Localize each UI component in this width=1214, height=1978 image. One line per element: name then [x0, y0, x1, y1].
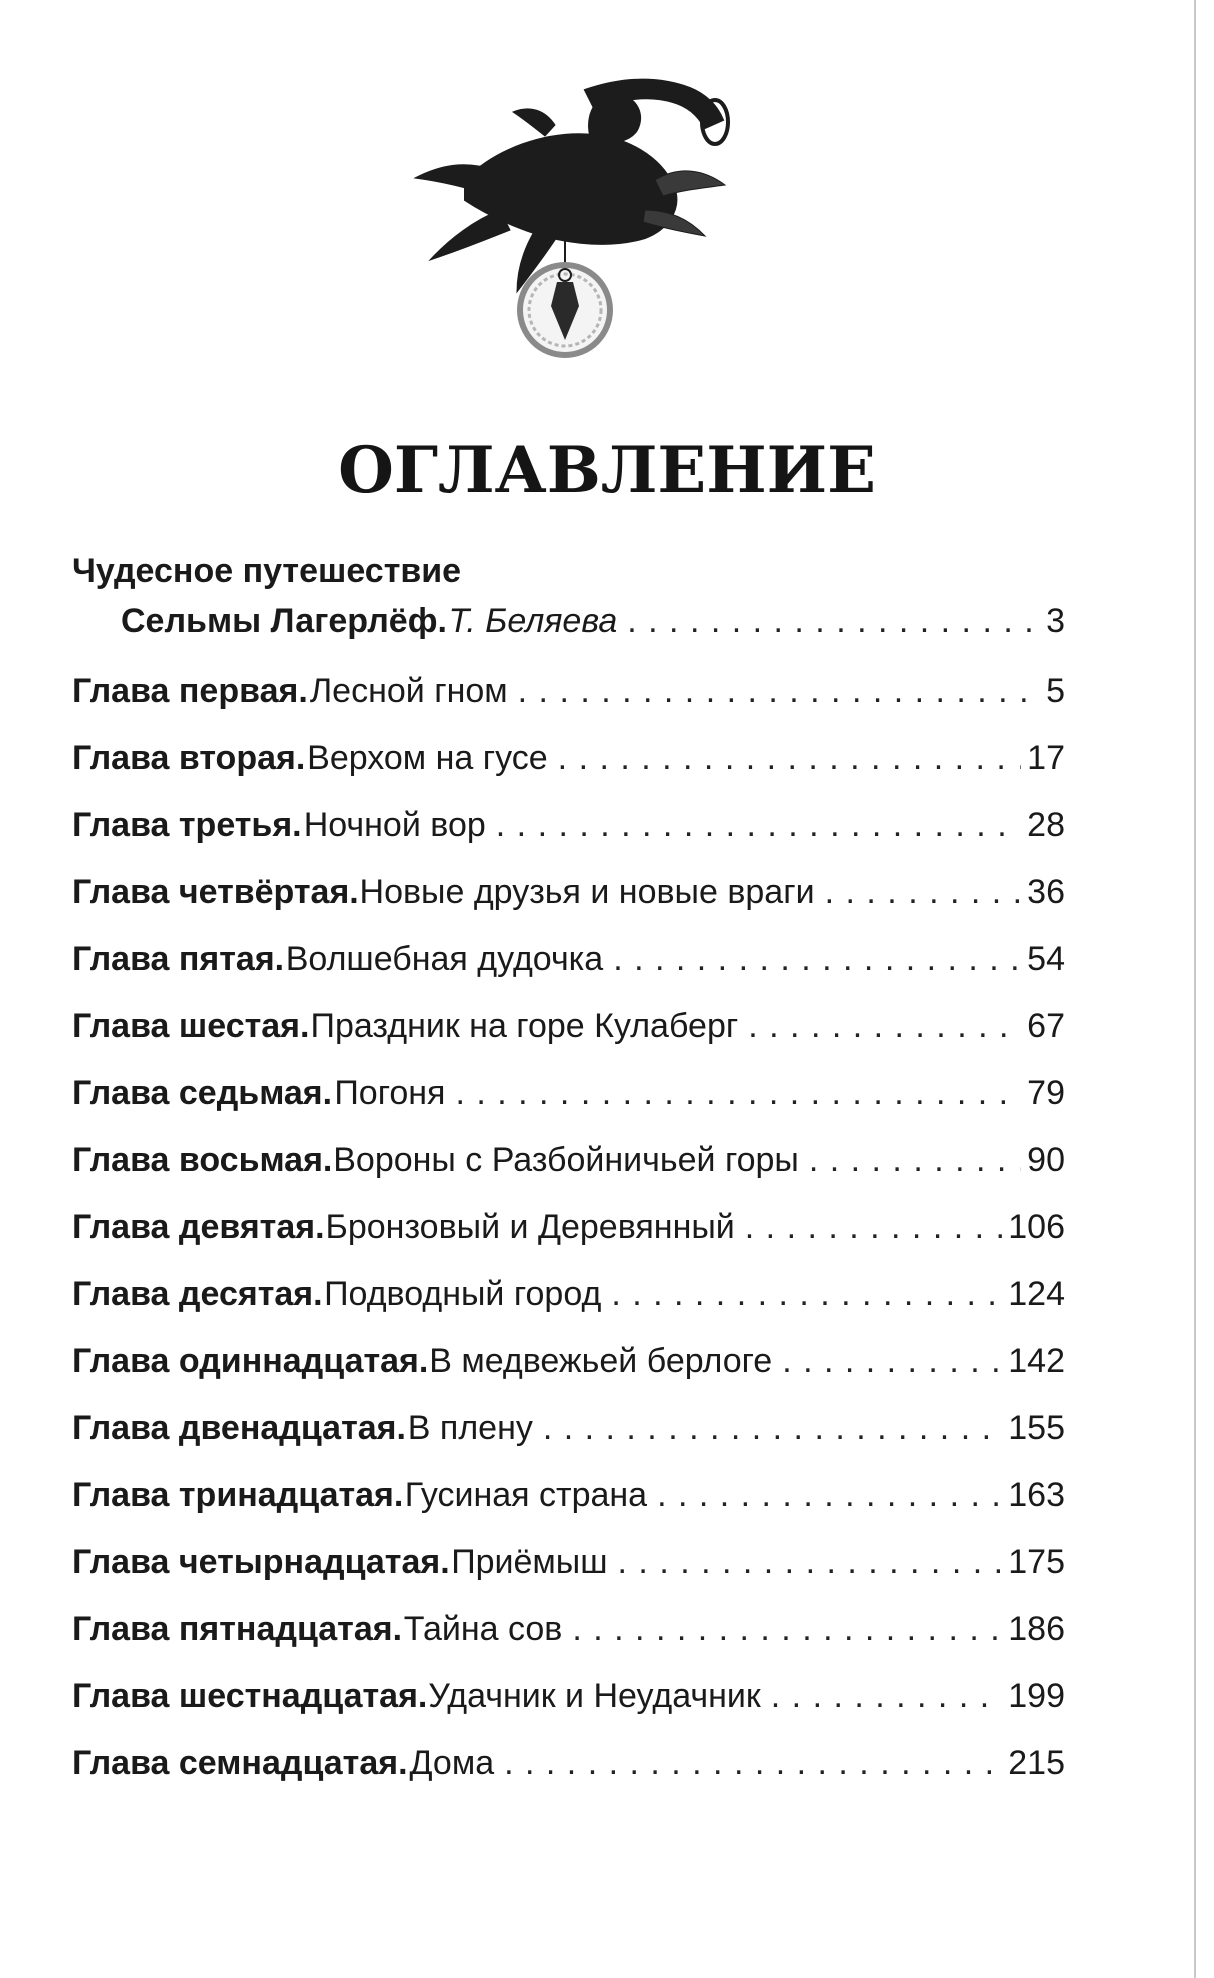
toc-page-number: 163	[1008, 1476, 1065, 1514]
toc-page-number: 17	[1027, 739, 1065, 777]
chapter-title: В плену	[407, 1409, 533, 1447]
toc-intro-title-line1: Чудесное путешествие	[72, 552, 462, 590]
dot-leader	[657, 1472, 1002, 1518]
chapter-title: Удачник и Неудачник	[428, 1677, 761, 1715]
toc-entry	[72, 1740, 1065, 1807]
dot-leader	[618, 1539, 1003, 1585]
chapter-label: Глава семнадцатая.	[72, 1744, 408, 1782]
toc-entry	[72, 1003, 1065, 1070]
chapter-label: Глава двенадцатая.	[72, 1409, 406, 1447]
page-edge	[1194, 0, 1196, 1978]
chapter-label: Глава одиннадцатая.	[72, 1342, 429, 1380]
toc-entry-intro	[72, 548, 1065, 668]
table-of-contents	[72, 548, 1065, 1807]
dot-leader	[504, 1740, 1002, 1786]
chapter-title: Верхом на гусе	[307, 739, 548, 777]
chapter-title: Погоня	[334, 1074, 446, 1112]
dot-leader	[572, 1606, 1002, 1652]
toc-page-number: 186	[1008, 1610, 1065, 1648]
chapter-title: Лесной гном	[309, 672, 508, 710]
toc-entry	[72, 1070, 1065, 1137]
toc-page-number: 28	[1027, 806, 1065, 844]
dot-leader	[748, 1003, 1021, 1049]
dot-leader	[613, 936, 1021, 982]
toc-page-number: 5	[1046, 672, 1065, 710]
chapter-title: Вороны с Разбойничьей горы	[333, 1141, 799, 1179]
chapter-title: Подводный город	[324, 1275, 602, 1313]
dot-leader	[809, 1137, 1021, 1183]
toc-page-number: 67	[1027, 1007, 1065, 1045]
toc-page-number: 142	[1008, 1342, 1065, 1380]
toc-entry	[72, 936, 1065, 1003]
chapter-label: Глава десятая.	[72, 1275, 323, 1313]
toc-entry	[72, 1405, 1065, 1472]
chapter-title: Праздник на горе Кулаберг	[310, 1007, 739, 1045]
chapter-title: Волшебная дудочка	[285, 940, 604, 978]
chapter-title: Бронзовый и Деревянный	[325, 1208, 735, 1246]
dot-leader	[782, 1338, 1002, 1384]
toc-entry	[72, 802, 1065, 869]
goose-vignette-icon	[405, 70, 805, 400]
chapter-label: Глава четвёртая.	[72, 873, 359, 911]
toc-page-number: 124	[1008, 1275, 1065, 1313]
chapter-label: Глава седьмая.	[72, 1074, 333, 1112]
dot-leader	[771, 1673, 1002, 1719]
chapter-label: Глава шестнадцатая.	[72, 1677, 428, 1715]
chapter-label: Глава пятнадцатая.	[72, 1610, 403, 1648]
toc-entry	[72, 1472, 1065, 1539]
chapter-label: Глава тринадцатая.	[72, 1476, 404, 1514]
dot-leader	[543, 1405, 1002, 1451]
toc-page-number: 3	[1046, 602, 1065, 640]
chapter-title: Гусиная страна	[404, 1476, 648, 1514]
chapter-title: Ночной вор	[303, 806, 486, 844]
dot-leader	[518, 668, 1040, 714]
toc-page-number: 90	[1027, 1141, 1065, 1179]
dot-leader	[627, 598, 1040, 644]
chapter-label: Глава шестая.	[72, 1007, 310, 1045]
chapter-title: Тайна сов	[403, 1610, 563, 1648]
toc-page-number: 36	[1027, 873, 1065, 911]
toc-entry	[72, 1137, 1065, 1204]
toc-entry	[72, 869, 1065, 936]
toc-intro-title-line2: Сельмы Лагерлёф.	[121, 602, 447, 640]
dot-leader	[455, 1070, 1021, 1116]
dot-leader	[611, 1271, 1002, 1317]
toc-page-number: 79	[1027, 1074, 1065, 1112]
dot-leader	[745, 1204, 1002, 1250]
dot-leader	[496, 802, 1021, 848]
toc-entry	[72, 668, 1065, 735]
toc-intro-author: Т. Беляева	[448, 602, 618, 640]
toc-page-number: 175	[1008, 1543, 1065, 1581]
toc-entry	[72, 1606, 1065, 1673]
chapter-label: Глава пятая.	[72, 940, 285, 978]
toc-page-number: 199	[1008, 1677, 1065, 1715]
chapter-label: Глава вторая.	[72, 739, 306, 777]
chapter-title: Приёмыш	[451, 1543, 608, 1581]
chapter-title: В медвежьей берлоге	[429, 1342, 773, 1380]
toc-page-number: 106	[1008, 1208, 1065, 1246]
chapter-title: Новые друзья и новые враги	[359, 873, 815, 911]
toc-page-number: 54	[1027, 940, 1065, 978]
chapter-label: Глава девятая.	[72, 1208, 325, 1246]
chapter-list	[72, 668, 1065, 1807]
toc-page-number: 215	[1008, 1744, 1065, 1782]
toc-entry	[72, 1539, 1065, 1606]
toc-entry	[72, 1271, 1065, 1338]
chapter-label: Глава четырнадцатая.	[72, 1543, 450, 1581]
chapter-title: Дома	[409, 1744, 495, 1782]
dot-leader	[825, 869, 1022, 915]
toc-page-number: 155	[1008, 1409, 1065, 1447]
toc-entry	[72, 735, 1065, 802]
chapter-label: Глава третья.	[72, 806, 302, 844]
toc-entry	[72, 1338, 1065, 1405]
toc-entry	[72, 1204, 1065, 1271]
toc-entry	[72, 1673, 1065, 1740]
chapter-label: Глава первая.	[72, 672, 308, 710]
chapter-label: Глава восьмая.	[72, 1141, 333, 1179]
dot-leader	[558, 735, 1022, 781]
page-title: ОГЛАВЛЕНИЕ	[338, 433, 876, 508]
